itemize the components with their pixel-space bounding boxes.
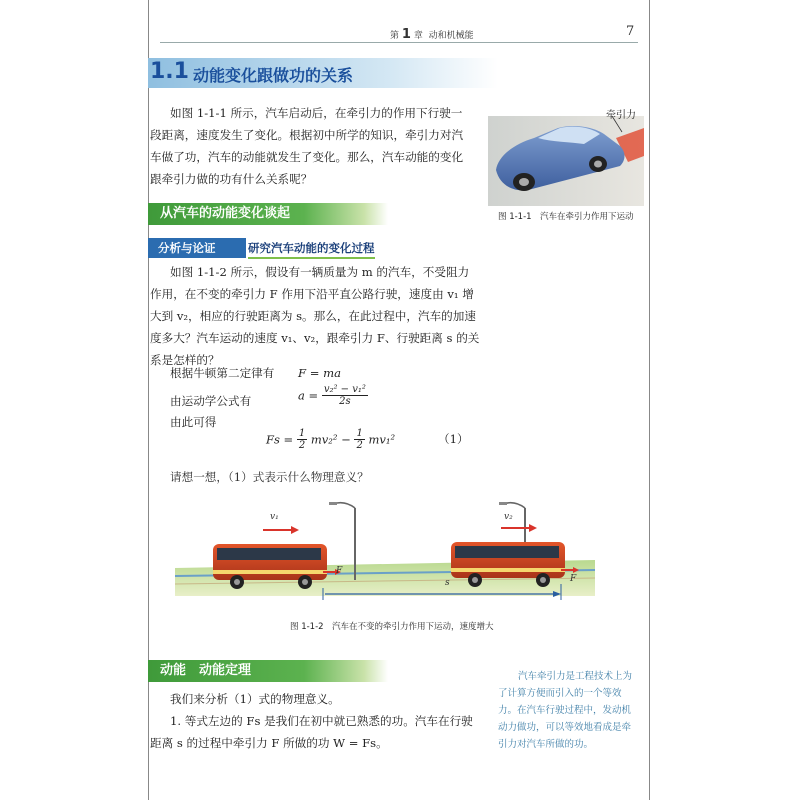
intro-line-2: 段距离，速度发生了变化。根据初中所学的知识，牵引力对汽 xyxy=(150,128,464,142)
side-note-line-1: 汽车牵引力是工程技术上为 xyxy=(518,671,633,682)
side-note-line-2: 了计算方便而引入的一个等效 xyxy=(498,688,622,699)
intro-line-1: 如图 1-1-1 所示，汽车启动后，在牵引力的作用下行驶一 xyxy=(170,106,463,120)
intro-line-4: 跟牵引力做的功有什么关系呢？ xyxy=(150,172,313,186)
equation-number: （1） xyxy=(438,432,469,446)
displacement-label: s xyxy=(445,578,450,588)
intro-line-3: 车做了功，汽车的动能就发生了变化。那么，汽车动能的变化 xyxy=(150,150,464,164)
v2-label: v₂ xyxy=(504,512,513,522)
v1-label: v₁ xyxy=(270,512,279,522)
final-equation: Fs = $\frac{1}{2}$ mv₂² − $\frac{1}{2}$ mv₁² xyxy=(266,428,396,451)
side-note-line-3: 力。在汽车行驶过程中，发动机 xyxy=(498,705,632,716)
think-question: 请想一想，（1）式表示什么物理意义？ xyxy=(170,470,369,484)
body1-line-1: 如图 1-1-2 所示，假设有一辆质量为 m 的汽车，不受阻力 xyxy=(170,265,470,279)
bus-figure xyxy=(175,496,595,608)
body2-line-2: 1. 等式左边的 Fs 是我们在初中就已熟悉的功。汽车在行驶 xyxy=(170,714,473,728)
body1-line-2: 作用，在不变的牵引力 F 作用下沿平直公路行驶，速度由 v₁ 增 xyxy=(150,287,474,301)
side-note-line-5: 引力对汽车所做的功。 xyxy=(498,739,594,750)
force-label-2: F xyxy=(570,574,577,584)
body1-line-5: 系是怎样的？ xyxy=(150,353,220,367)
analysis-tag: 分析与论证 xyxy=(148,238,246,258)
chapter-suffix: 章 xyxy=(413,31,423,41)
chapter-title: 动和机械能 xyxy=(428,31,474,41)
force-label-1: F xyxy=(336,566,343,576)
kinematic-fraction: $\frac{\text{v₂² − v₁²}}{2s}$ xyxy=(323,384,366,407)
chapter-number: 1 xyxy=(401,27,411,42)
figure-2-caption: 图 1-1-2 汽车在不变的牵引力作用下运动，速度增大 xyxy=(290,622,494,632)
side-note-line-4: 动力做功，可以等效地看成是牵 xyxy=(498,722,632,733)
body1-line-4: 度多大？汽车运动的速度 v₁、v₂，跟牵引力 F、行驶距离 s 的关 xyxy=(150,331,480,345)
traction-force-label: 牵引力 xyxy=(606,110,636,121)
running-header-chapter xyxy=(390,27,474,42)
subsection-heading-2: 动能 动能定理 xyxy=(148,660,388,682)
header-rule xyxy=(160,42,638,43)
section-title: 动能变化跟做功的关系 xyxy=(193,66,354,85)
chapter-prefix: 第 xyxy=(390,31,400,41)
analysis-title: 研究汽车动能的变化过程 xyxy=(248,240,375,259)
figure-1-caption: 图 1-1-1 汽车在牵引力作用下运动 xyxy=(498,212,634,222)
kinematic-equation: a = $\frac{\text{v₂² − v₁²}}{2s}$ xyxy=(298,384,366,407)
kinematic-text: 由运动学公式有 xyxy=(170,394,252,408)
newton-text: 根据牛顿第二定律有 xyxy=(170,366,275,380)
section-number: 1.1 xyxy=(150,59,189,84)
subsection-heading-1: 从汽车的动能变化谈起 xyxy=(148,203,388,225)
body2-line-1: 我们来分析（1）式的物理意义。 xyxy=(170,692,340,706)
body2-line-3: 距离 s 的过程中牵引力 F 所做的功 W = Fs。 xyxy=(150,736,388,750)
derive-text: 由此可得 xyxy=(170,415,217,429)
side-note xyxy=(498,668,644,753)
page-number: 7 xyxy=(626,24,635,39)
newton-equation: F = ma xyxy=(298,366,342,380)
body1-line-3: 大到 v₂，相应的行驶距离为 s。那么，在此过程中，汽车的加速 xyxy=(150,309,476,323)
